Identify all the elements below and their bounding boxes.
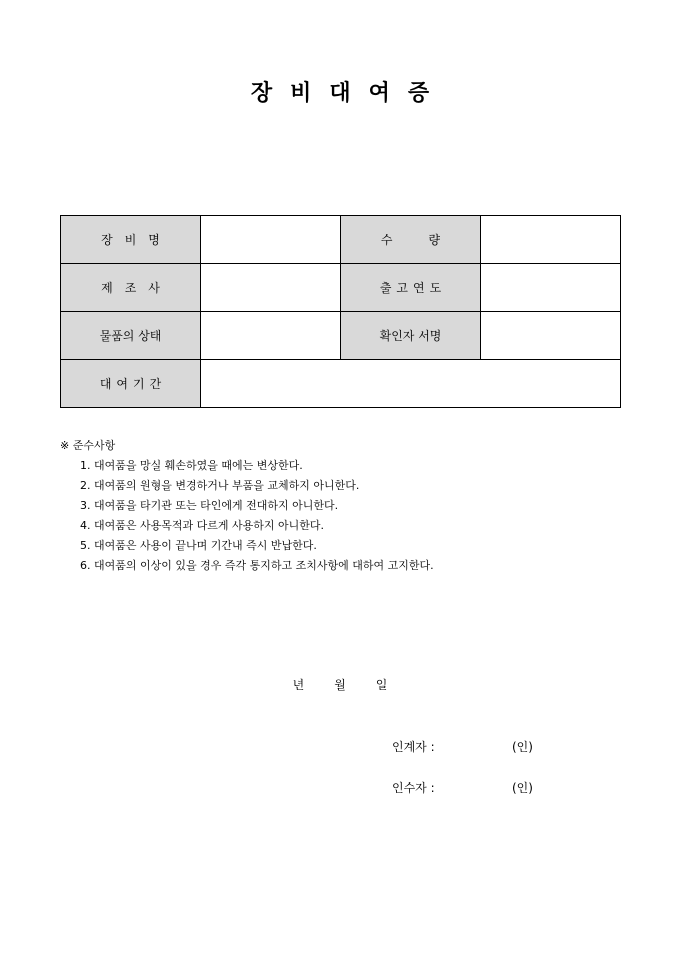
condition-label: 물품의 상태 <box>61 312 201 360</box>
table-row <box>61 216 621 264</box>
receiver-signature-line <box>392 779 542 796</box>
list-item: 4. 대여품은 사용목적과 다르게 사용하지 아니한다. <box>80 519 324 532</box>
rules-heading: ※ 준수사항 <box>60 439 116 452</box>
list-item: 2. 대여품의 원형을 변경하거나 부품을 교체하지 아니한다. <box>80 479 360 492</box>
giver-seal: (인) <box>512 740 533 754</box>
table-row <box>61 312 621 360</box>
quantity-label: 수량 <box>341 216 481 264</box>
condition-field[interactable] <box>201 312 341 360</box>
compliance-rules <box>60 436 434 576</box>
manufacturer-label: 제조사 <box>61 264 201 312</box>
release-year-label: 출고연도 <box>341 264 481 312</box>
manufacturer-field[interactable] <box>201 264 341 312</box>
rules-list <box>60 456 434 576</box>
giver-label: 인계자 : <box>392 740 435 754</box>
equipment-name-field[interactable] <box>201 216 341 264</box>
verifier-signature-label: 확인자 서명 <box>341 312 481 360</box>
list-item: 5. 대여품은 사용이 끝나며 기간내 즉시 반납한다. <box>80 539 317 552</box>
document-title: 장비대여증 <box>250 80 448 106</box>
release-year-field[interactable] <box>481 264 621 312</box>
rental-period-label: 대여기간 <box>61 360 201 408</box>
giver-signature-line <box>392 738 542 755</box>
receiver-seal: (인) <box>512 781 533 795</box>
receiver-label: 인수자 : <box>392 781 435 795</box>
rental-period-field[interactable] <box>201 360 621 408</box>
table-row <box>61 360 621 408</box>
list-item: 6. 대여품의 이상이 있을 경우 즉각 통지하고 조치사항에 대하여 고지한다. <box>80 559 434 572</box>
verifier-signature-field[interactable] <box>481 312 621 360</box>
table-row <box>61 264 621 312</box>
date-line: 년월일 <box>292 678 418 692</box>
list-item: 3. 대여품을 타기관 또는 타인에게 전대하지 아니한다. <box>80 499 339 512</box>
rental-form-table <box>60 215 621 408</box>
equipment-name-label: 장비명 <box>61 216 201 264</box>
list-item: 1. 대여품을 망실 훼손하였을 때에는 변상한다. <box>80 459 303 472</box>
quantity-field[interactable] <box>481 216 621 264</box>
